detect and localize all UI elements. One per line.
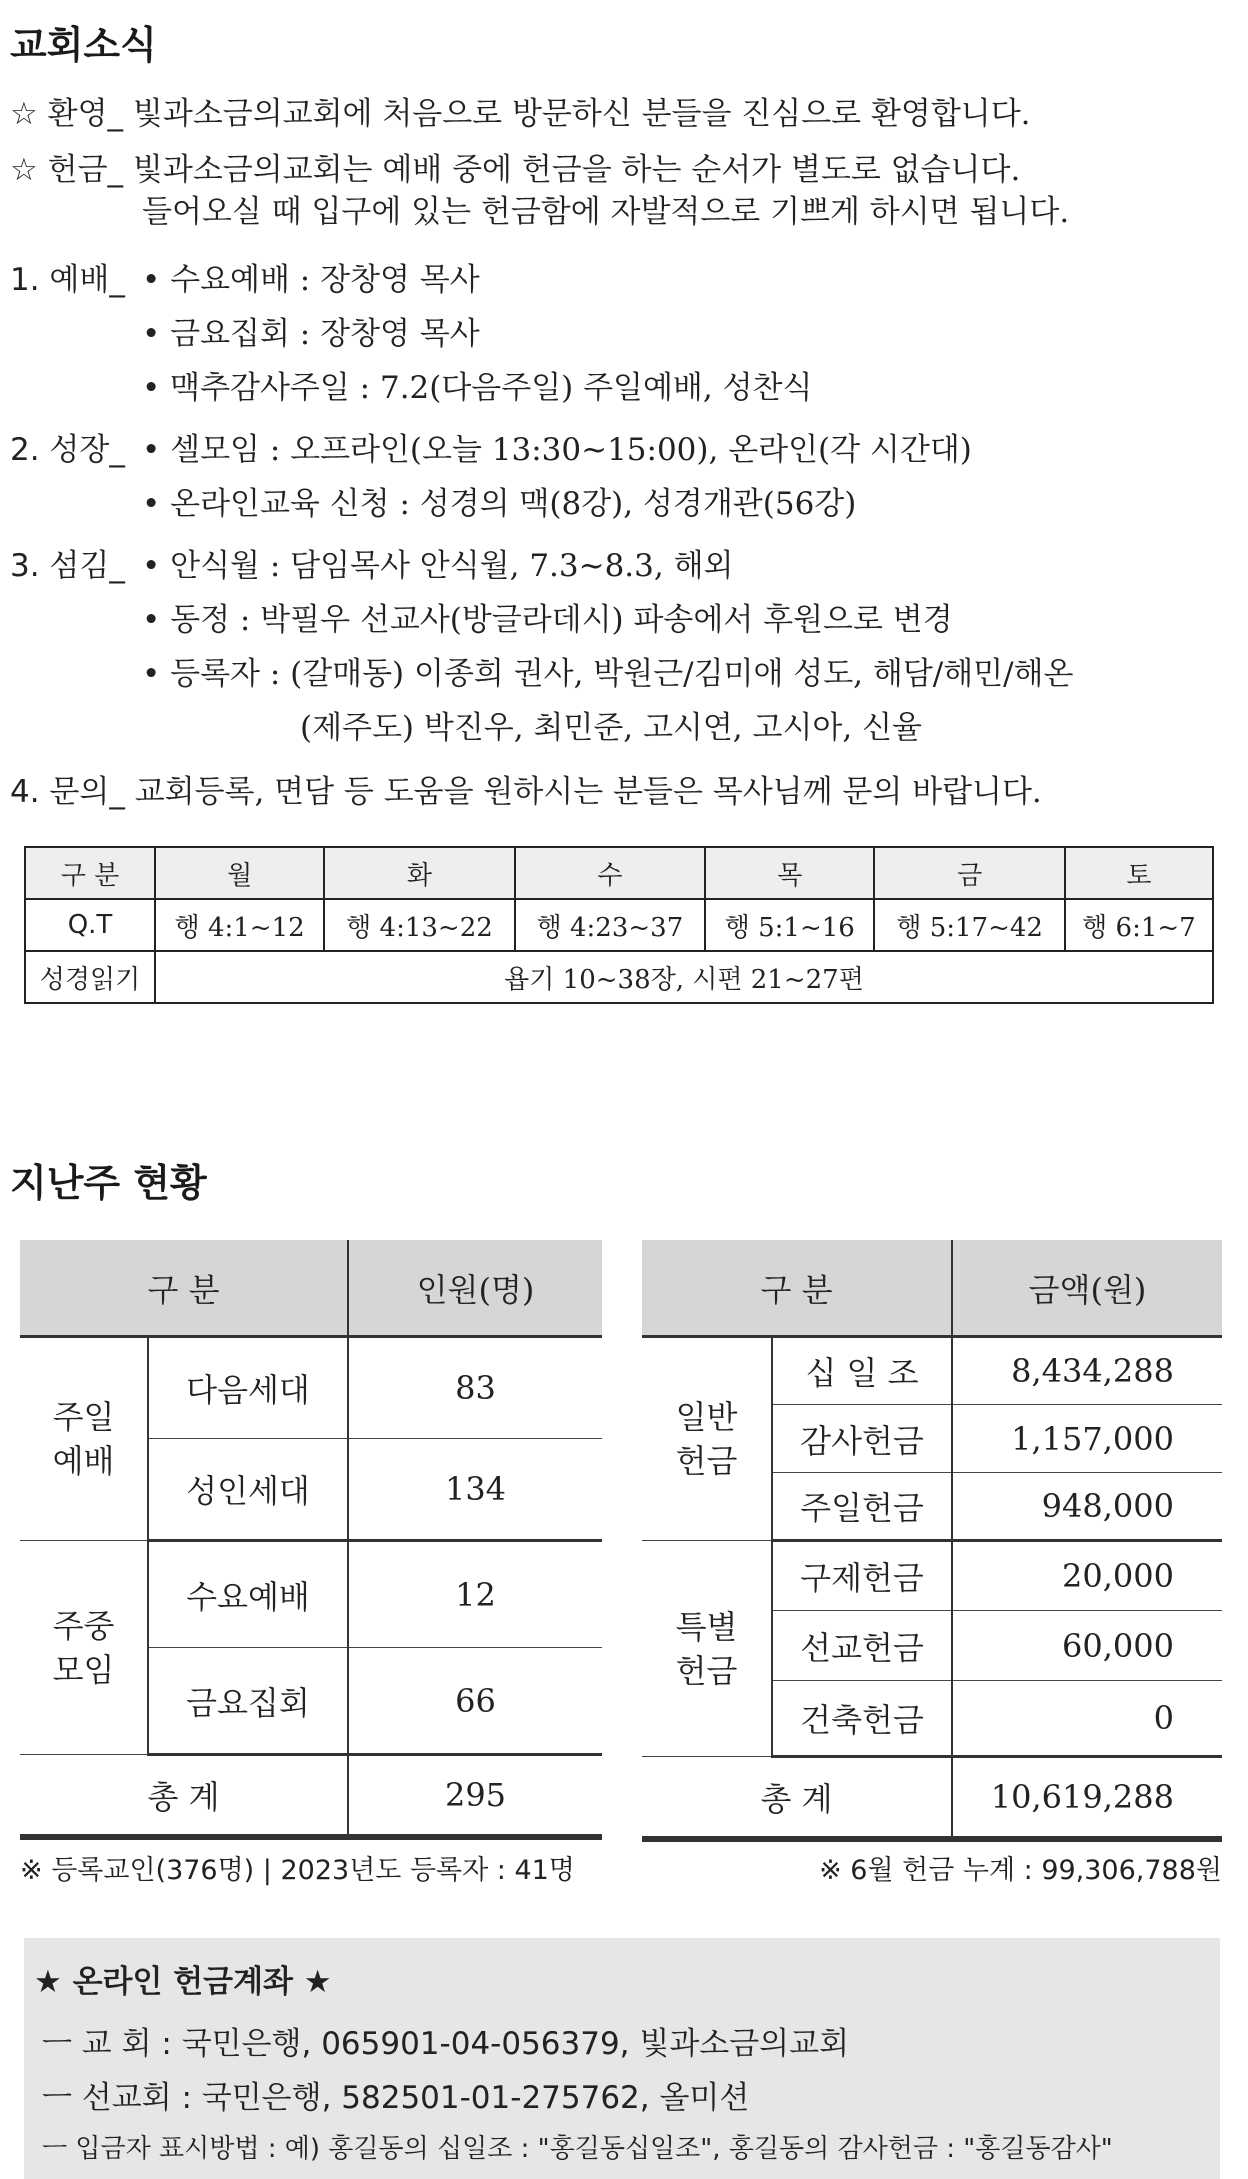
offering-header [642,1240,1222,1337]
row-value: 0 [952,1681,1222,1757]
welcome-text: 빛과소금의교회에 처음으로 방문하신 분들을 진심으로 환영합니다. [132,96,1031,132]
row-label: 선교헌금 [772,1611,952,1681]
table-row [20,1337,602,1439]
offering-head: 헌금_ [47,152,124,188]
news-title: 교회소식 [10,23,157,67]
row-value: 948,000 [952,1473,1222,1541]
row-label: 구제헌금 [772,1541,952,1611]
row-value: 1,157,000 [952,1405,1222,1473]
group-special-offering: 특별 헌금 [642,1541,772,1757]
star-icon: ☆ [10,152,38,188]
welcome-line [10,94,1031,134]
qt-row [25,899,1213,951]
service-bullet-3-cont: (제주도) 박진우, 최민준, 고시연, 고시아, 신율 [300,710,922,746]
row-label: 다음세대 [148,1337,348,1439]
attendance-table [20,1240,602,1840]
service-bullet-1: • 안식월 : 담임목사 안식월, 7.3~8.3, 해외 [142,548,734,584]
qt-cell: 행 4:1~12 [155,899,324,951]
worship-bullet-1: • 수요예배 : 장창영 목사 [142,262,480,298]
star-icon: ☆ [10,96,38,132]
day-sat: 토 [1065,847,1213,899]
day-wed: 수 [515,847,705,899]
row-label: 금요집회 [148,1648,348,1755]
monthly-offering-note: ※ 6월 헌금 누계 : 99,306,788원 [819,1855,1222,1886]
offering-table [642,1240,1222,1842]
depositor-method: ㅡ 입금자 표시방법 : 예) 홍길동의 십일조 : "홍길동십일조", 홍길동의 감사헌금 : "홍길동감사" [42,2134,1113,2164]
row-value: 12 [348,1541,602,1648]
service-head: 3. 섬김_ [10,548,125,584]
online-account-box [24,1938,1220,2179]
reading-row [25,951,1213,1003]
qt-cell: 행 4:23~37 [515,899,705,951]
row-value: 20,000 [952,1541,1222,1611]
worship-bullet-2: • 금요집회 : 장창영 목사 [142,316,480,352]
offering-header-label: 구 분 [642,1240,952,1337]
group-general-offering: 일반 헌금 [642,1337,772,1541]
table-row [642,1541,1222,1611]
welcome-head: 환영_ [47,96,124,132]
row-value: 83 [348,1337,602,1439]
row-label: 수요예배 [148,1541,348,1648]
qt-cell: 행 5:17~42 [874,899,1064,951]
registered-members-note: ※ 등록교인(376명) | 2023년도 등록자 : 41명 [20,1855,575,1886]
row-label: 주일헌금 [772,1473,952,1541]
mission-account: ㅡ 선교회 : 국민은행, 582501-01-275762, 올미션 [42,2080,750,2116]
inquiry-text: 교회등록, 면담 등 도움을 원하시는 분들은 목사님께 문의 바랍니다. [134,774,1042,810]
total-row [20,1755,602,1838]
total-row [642,1757,1222,1840]
growth-bullet-1: • 셀모임 : 오프라인(오늘 13:30~15:00), 온라인(각 시간대) [142,432,972,468]
day-fri: 금 [874,847,1064,899]
qt-table [24,846,1214,1004]
row-label: 건축헌금 [772,1681,952,1757]
day-mon: 월 [155,847,324,899]
reading-cell: 욥기 10~38장, 시편 21~27편 [155,951,1213,1003]
growth-head: 2. 성장_ [10,432,125,468]
attendance-header-count: 인원(명) [348,1240,602,1337]
offering-text-1: 빛과소금의교회는 예배 중에 헌금을 하는 순서가 별도로 없습니다. [132,152,1021,188]
group-weekday-meeting: 주중 모임 [20,1541,148,1755]
qt-label: Q.T [25,899,155,951]
row-label: 성인세대 [148,1439,348,1541]
qt-header-label: 구 분 [25,847,155,899]
qt-cell: 행 5:1~16 [705,899,874,951]
day-tue: 화 [324,847,514,899]
offering-text-2: 들어오실 때 입구에 있는 헌금함에 자발적으로 기쁘게 하시면 됩니다. [142,194,1070,230]
qt-cell: 행 4:13~22 [324,899,514,951]
row-value: 60,000 [952,1611,1222,1681]
offering-line [10,150,1020,190]
qt-cell: 행 6:1~7 [1065,899,1213,951]
reading-label: 성경읽기 [25,951,155,1003]
group-sunday-worship: 주일 예배 [20,1337,148,1541]
total-label: 총 계 [20,1755,348,1838]
table-row [20,1541,602,1648]
total-value: 295 [348,1755,602,1838]
growth-bullet-2: • 온라인교육 신청 : 성경의 맥(8강), 성경개관(56강) [142,486,857,522]
row-value: 8,434,288 [952,1337,1222,1405]
total-label: 총 계 [642,1757,952,1840]
row-value: 66 [348,1648,602,1755]
table-row [642,1337,1222,1405]
row-label: 십 일 조 [772,1337,952,1405]
service-bullet-2: • 동정 : 박필우 선교사(방글라데시) 파송에서 후원으로 변경 [142,602,953,638]
total-value: 10,619,288 [952,1757,1222,1840]
attendance-header [20,1240,602,1337]
day-thu: 목 [705,847,874,899]
worship-bullet-3: • 맥추감사주일 : 7.2(다음주일) 주일예배, 성찬식 [142,370,813,406]
inquiry-line [10,772,1042,812]
offering-header-amount: 금액(원) [952,1240,1222,1337]
status-title: 지난주 현황 [10,1161,207,1205]
church-account: ㅡ 교 회 : 국민은행, 065901-04-056379, 빛과소금의교회 [42,2026,850,2062]
qt-header-row [25,847,1213,899]
attendance-header-label: 구 분 [20,1240,348,1337]
inquiry-head: 4. 문의_ [10,774,125,810]
row-value: 134 [348,1439,602,1541]
service-bullet-3: • 등록자 : (갈매동) 이종희 권사, 박원근/김미애 성도, 해담/해민/해온 [142,656,1074,692]
row-label: 감사헌금 [772,1405,952,1473]
online-title: ★ 온라인 헌금계좌 ★ [34,1964,332,2000]
worship-head: 1. 예배_ [10,262,125,298]
